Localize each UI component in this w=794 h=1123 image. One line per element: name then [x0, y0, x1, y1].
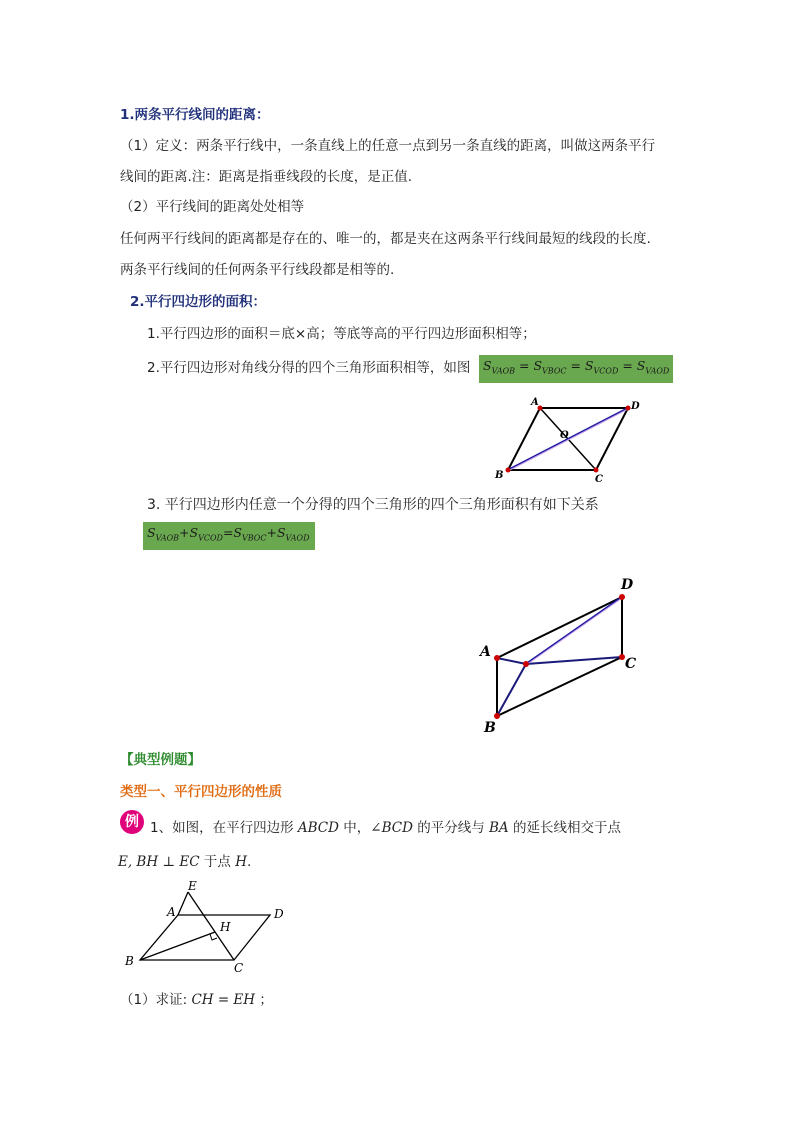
formula-equal-areas: $S_{VAOB} = S_{VBOC} = S_{VCOD} = S_{VAOD}$	[479, 355, 673, 383]
area-rule-2: 2.平行四边形对角线分得的四个三角形面积相等，如图	[147, 360, 471, 376]
figure3-label-h: H	[220, 920, 231, 934]
figure1-label-c: C	[595, 474, 603, 485]
figure2-label-a: A	[480, 644, 491, 660]
figure1-label-d: D	[631, 401, 640, 412]
section1-point2: （2）平行线间的距离处处相等	[120, 199, 305, 215]
example1-figure	[118, 876, 298, 976]
type1-title: 类型一、平行四边形的性质	[120, 784, 282, 800]
section1-paragraph4: 两条平行线间的任何两条平行线段都是相等的.	[120, 262, 395, 278]
parallelogram-diagonals-figure	[480, 390, 650, 485]
figure3-label-a: A	[167, 905, 176, 919]
figure1-label-o: O	[560, 430, 569, 441]
figure3-label-d: D	[274, 907, 284, 921]
example-badge: 例	[120, 810, 144, 834]
figure2-label-d: D	[621, 577, 634, 593]
figure3-label-e: E	[188, 879, 197, 893]
figure2-label-c: C	[625, 656, 637, 672]
figure2-label-b: B	[484, 720, 496, 736]
formula-sum-areas: $S_{VAOB}+S_{VCOD}=S_{VBOC}+S_{VAOD}$	[143, 522, 315, 550]
section2-title: 2.平行四边形的面积：	[130, 294, 267, 310]
question1-part1: （1）求证: CH = EH ；	[120, 992, 273, 1008]
parallelogram-interior-point-figure	[475, 572, 650, 737]
section1-definition-line2: 线间的距离.注：距离是指垂线段的长度，是正值.	[120, 169, 413, 185]
figure3-label-b: B	[125, 954, 134, 968]
figure3-label-c: C	[234, 961, 244, 975]
figure1-label-a: A	[531, 397, 539, 408]
question1-line1: 1、如图，在平行四边形 ABCD 中，∠BCD 的平分线与 BA 的延长线相交于点	[150, 820, 621, 836]
examples-title: 【典型例题】	[120, 752, 201, 768]
section1-paragraph3: 任何两平行线间的距离都是存在的、唯一的，都是夹在这两条平行线间最短的线段的长度.	[120, 231, 651, 247]
figure1-label-b: B	[495, 470, 504, 481]
section1-title: 1.两条平行线间的距离：	[120, 107, 270, 123]
question1-line2: E, BH ⊥ EC 于点 H.	[118, 854, 252, 870]
area-rule-1: 1.平行四边形的面积＝底×高；等底等高的平行四边形面积相等；	[147, 326, 536, 342]
section1-definition-line1: （1）定义：两条平行线中，一条直线上的任意一点到另一条直线的距离，叫做这两条平行	[120, 138, 656, 154]
area-rule-3: 3. 平行四边形内任意一个分得的四个三角形的四个三角形面积有如下关系	[147, 497, 599, 513]
